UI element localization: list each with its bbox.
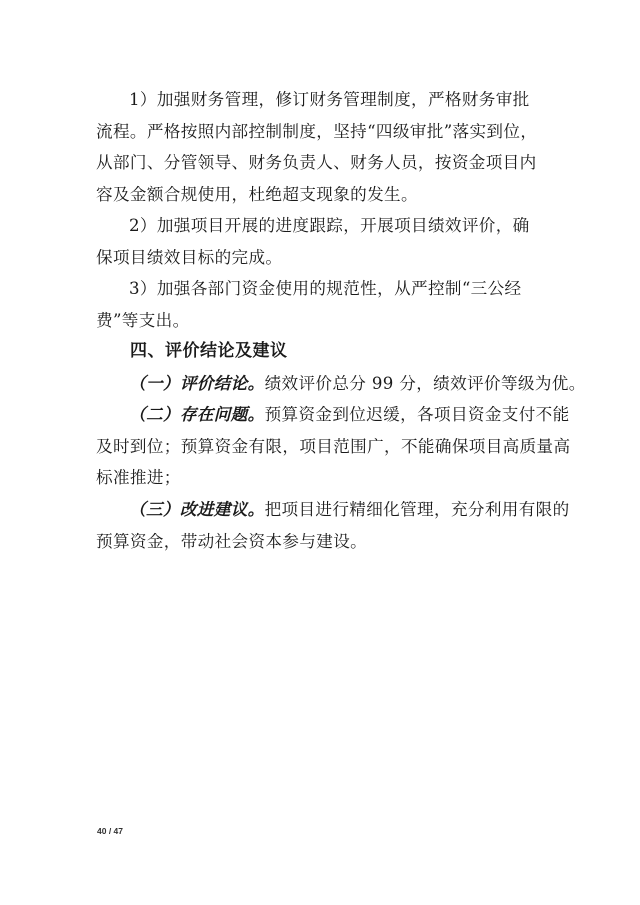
conclusion-lead: （一）评价结论。 xyxy=(129,373,265,393)
conclusion-evaluation xyxy=(96,368,586,400)
conclusion-text: 把项目进行精细化管理，充分利用有限的 xyxy=(264,500,570,519)
conclusion-lead: （三）改进建议。 xyxy=(129,499,265,519)
paragraph-finance-management xyxy=(96,84,544,210)
conclusion-suggestions xyxy=(96,494,570,557)
conclusion-text: 预算资金到位迟缓，各项目资金支付不能 xyxy=(264,405,570,424)
paragraph-line: 及时到位；预算资金有限，项目范围广，不能确保项目高质量高 xyxy=(96,436,571,456)
paragraph-line: 费”等支出。 xyxy=(96,310,190,330)
paragraph-line: 从部门、分管领导、财务负责人、财务人员，按资金项目内 xyxy=(96,153,537,172)
paragraph-line: 标准推进； xyxy=(96,468,181,487)
paragraph-fund-usage xyxy=(96,273,544,336)
section-heading: 四、评价结论及建议 xyxy=(130,341,288,361)
conclusion-lead: （二）存在问题。 xyxy=(129,404,265,424)
paragraph-line: 预算资金，带动社会资本参与建设。 xyxy=(96,531,368,551)
paragraph-line: 保项目绩效目标的完成。 xyxy=(96,247,283,267)
paragraph-progress-tracking xyxy=(96,210,544,273)
conclusion-text: 绩效评价总分 99 分，绩效评价等级为优。 xyxy=(264,374,586,393)
paragraph-line: 2）加强项目开展的进度跟踪，开展项目绩效评价，确 xyxy=(129,216,530,235)
paragraph-line: 3）加强各部门资金使用的规范性，从严控制“三公经 xyxy=(129,279,522,298)
page-number: 40 / 47 xyxy=(97,826,123,836)
paragraph-line: 容及金额合规使用，杜绝超支现象的发生。 xyxy=(96,184,418,204)
paragraph-line: 流程。严格按照内部控制制度，坚持“四级审批”落实到位， xyxy=(96,121,538,141)
paragraph-line: 1）加强财务管理，修订财务管理制度，严格财务审批 xyxy=(129,90,530,109)
conclusion-problems xyxy=(96,399,571,494)
